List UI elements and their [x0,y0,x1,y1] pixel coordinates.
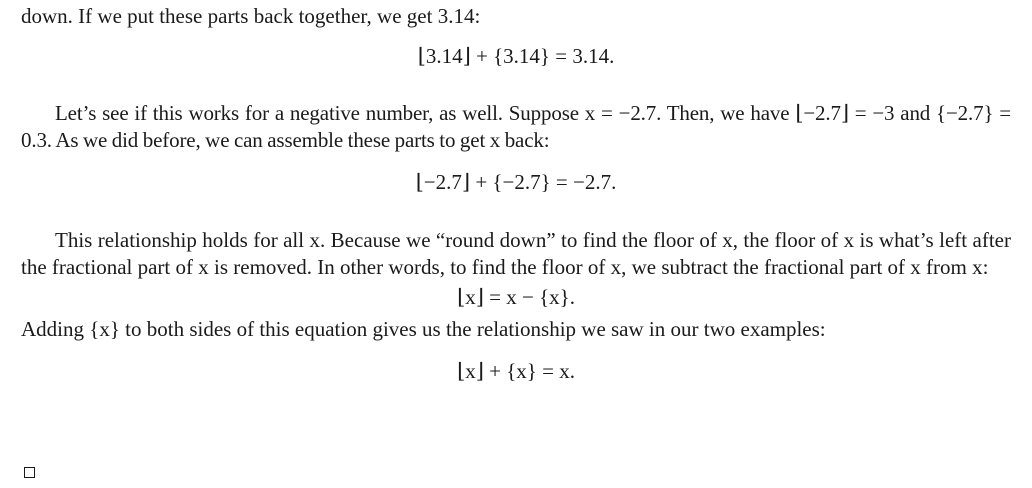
document-page [21,3,1011,385]
equation-floor-3-14: ⌊3.14⌋ + {3.14} = 3.14. [417,44,615,68]
relationship-paragraph: This relationship holds for all x. Because we “round down” to find the floor of x, the floor of x is what’s left after the fractional part of x is removed. In other words, to find the floor of x, we subtract the fractional part of x from x: [21,228,1011,279]
end-of-proof-icon [24,467,35,478]
equation-floor-plus-fraction: ⌊x⌋ + {x} = x. [457,359,575,383]
negative-number-paragraph: Let’s see if this works for a negative number, as well. Suppose x = −2.7. Then, we have ⌊−2.7⌋ = −3 and {−2.7} = 0.3. As we did before, we can assemble these parts to get x back: [21,101,1011,152]
continuation-line: down. If we put these parts back together, we get 3.14: [21,4,481,28]
equation-floor-neg-2-7: ⌊−2.7⌋ + {−2.7} = −2.7. [415,170,617,194]
equation-floor-definition: ⌊x⌋ = x − {x}. [457,285,575,309]
adding-paragraph: Adding {x} to both sides of this equation gives us the relationship we saw in our two examples: [21,317,826,341]
